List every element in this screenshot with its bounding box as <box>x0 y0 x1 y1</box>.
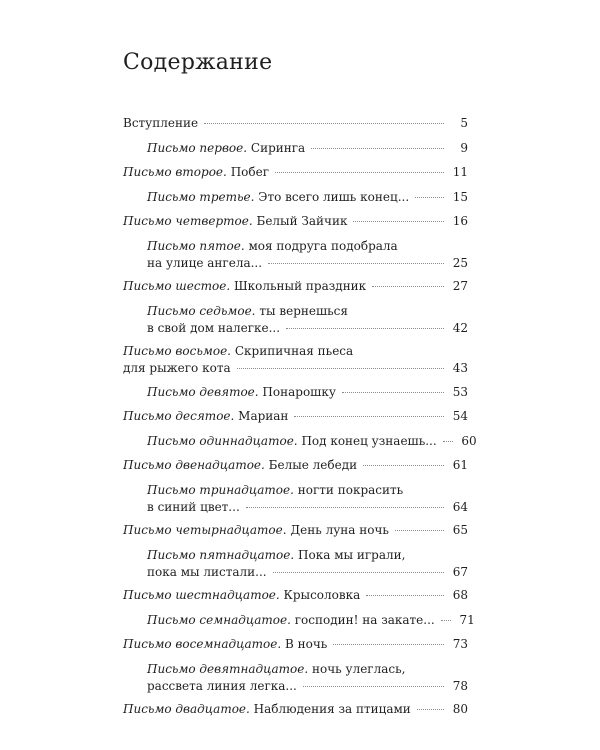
toc-entry <box>123 164 468 181</box>
entry-lead: Письмо двенадцатое. <box>123 458 265 472</box>
dot-leader <box>246 507 444 508</box>
entry-title: Белый Зайчик <box>256 214 348 228</box>
dot-leader <box>204 123 444 124</box>
toc-entry <box>123 189 468 206</box>
page-number: 61 <box>452 458 468 472</box>
toc-entry <box>123 661 468 695</box>
dot-leader <box>395 530 444 531</box>
page-number: 42 <box>452 320 468 335</box>
dot-leader <box>363 465 444 466</box>
page-number: 78 <box>452 678 468 693</box>
entry-lead: Письмо пятнадцатое. <box>147 547 295 562</box>
entry-lead: Письмо шестое. <box>123 279 231 293</box>
entry-title: ночь улеглась, <box>312 661 406 676</box>
entry-lead: Письмо одиннадцатое. <box>147 433 298 448</box>
entry-lead: Письмо десятое. <box>123 409 235 423</box>
entry-title: Вступление <box>123 116 199 130</box>
table-of-contents <box>123 115 477 726</box>
toc-entry <box>123 384 468 401</box>
toc-entry <box>123 612 475 629</box>
entry-lead: Письмо шестнадцатое. <box>123 588 280 602</box>
dot-leader <box>415 197 444 198</box>
entry-title: Школьный праздник <box>233 279 367 293</box>
entry-title-continued: в свой дом налегке... <box>147 320 281 335</box>
entry-title: Сиринга <box>250 140 306 155</box>
entry-title: День луна ночь <box>290 523 389 537</box>
entry-title-continued: на улице ангела... <box>147 255 263 270</box>
page-number: 5 <box>460 116 468 130</box>
entry-title: моя подруга подобрала <box>248 238 398 253</box>
entry-title-continued: для рыжего кота <box>123 361 231 375</box>
entry-lead: Письмо восьмое. <box>123 344 231 358</box>
toc-entry <box>123 278 468 295</box>
page-number: 43 <box>452 361 468 375</box>
page-number: 54 <box>452 409 468 423</box>
dot-leader <box>342 392 444 393</box>
toc-entry <box>123 140 468 157</box>
dot-leader <box>366 595 444 596</box>
entry-lead: Письмо четвертое. <box>123 214 253 228</box>
entry-title: Пока мы играли, <box>298 547 406 562</box>
toc-entry <box>123 482 468 516</box>
entry-title-continued: пока мы листали... <box>147 564 267 579</box>
toc-entry <box>123 343 468 377</box>
toc-entry <box>123 457 468 474</box>
entry-lead: Письмо семнадцатое. <box>147 612 291 627</box>
entry-title: Крысоловка <box>283 588 361 602</box>
page-number: 68 <box>452 588 468 602</box>
dot-leader <box>441 620 451 621</box>
page-number: 16 <box>452 214 468 228</box>
toc-entry <box>123 433 477 450</box>
dot-leader <box>268 263 444 264</box>
entry-title-continued: в синий цвет... <box>147 499 240 514</box>
entry-lead: Письмо двадцатое. <box>123 702 250 716</box>
page-title: Содержание <box>123 50 273 75</box>
entry-lead: Письмо пятое. <box>147 238 245 253</box>
dot-leader <box>294 416 444 417</box>
dot-leader <box>353 221 444 222</box>
dot-leader <box>333 644 444 645</box>
dot-leader <box>417 709 444 710</box>
entry-title: ты вернешься <box>259 303 348 318</box>
page-number: 67 <box>452 564 468 579</box>
toc-entry <box>123 213 468 230</box>
dot-leader <box>273 572 444 573</box>
toc-entry <box>123 701 468 718</box>
page-number: 25 <box>452 255 468 270</box>
dot-leader <box>372 286 444 287</box>
dot-leader <box>311 148 444 149</box>
entry-lead: Письмо первое. <box>147 140 248 155</box>
page-number: 71 <box>459 612 475 627</box>
toc-entry <box>123 303 468 337</box>
entry-lead: Письмо седьмое. <box>147 303 256 318</box>
entry-lead: Письмо тринадцатое. <box>147 482 294 497</box>
page-number: 53 <box>452 384 468 399</box>
page-number: 73 <box>452 637 468 651</box>
entry-title: Это всего лишь конец... <box>258 189 410 204</box>
toc-entry <box>123 522 468 539</box>
dot-leader <box>237 368 444 369</box>
entry-title-continued: рассвета линия легка... <box>147 678 297 693</box>
toc-entry <box>123 587 468 604</box>
entry-lead: Письмо девятнадцатое. <box>147 661 309 676</box>
dot-leader <box>286 328 444 329</box>
page-number: 80 <box>452 702 468 716</box>
entry-title: господин! на закате... <box>294 612 435 627</box>
toc-entry <box>123 636 468 653</box>
page-number: 65 <box>452 523 468 537</box>
entry-lead: Письмо девятое. <box>147 384 259 399</box>
entry-lead: Письмо восемнадцатое. <box>123 637 282 651</box>
entry-title: Понарошку <box>262 384 336 399</box>
dot-leader <box>303 686 444 687</box>
entry-lead: Письмо второе. <box>123 165 227 179</box>
entry-lead: Письмо четырнадцатое. <box>123 523 287 537</box>
toc-entry <box>123 547 468 581</box>
toc-entry <box>123 238 468 272</box>
toc-entry <box>123 115 468 132</box>
page-number: 9 <box>460 140 468 155</box>
toc-entry <box>123 408 468 425</box>
entry-title: Наблюдения за птицами <box>253 702 411 716</box>
page-number: 64 <box>452 499 468 514</box>
page-number: 60 <box>461 433 477 448</box>
page-number: 27 <box>452 279 468 293</box>
page-number: 15 <box>452 189 468 204</box>
entry-title: Скрипичная пьеса <box>234 344 354 358</box>
entry-lead: Письмо третье. <box>147 189 255 204</box>
dot-leader <box>275 172 444 173</box>
entry-title: Под конец узнаешь... <box>301 433 437 448</box>
page-number: 11 <box>452 165 468 179</box>
entry-title: ногти покрасить <box>297 482 404 497</box>
entry-title: Побег <box>230 165 269 179</box>
entry-title: Мариан <box>238 409 289 423</box>
dot-leader <box>443 441 453 442</box>
entry-title: Белые лебеди <box>268 458 358 472</box>
entry-title: В ночь <box>284 637 328 651</box>
